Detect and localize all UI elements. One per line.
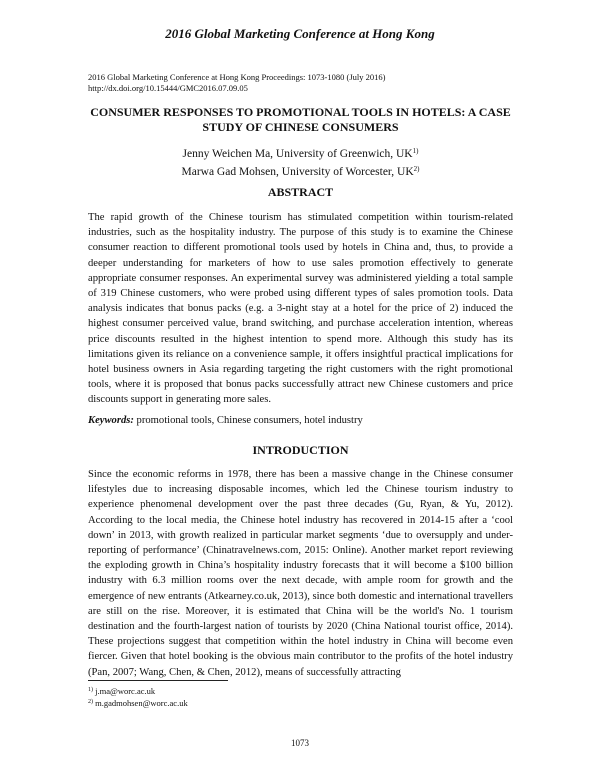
abstract-heading: ABSTRACT [267, 185, 334, 199]
keywords-label: Keywords: [88, 415, 134, 426]
footnote-1-mark: 1) [88, 687, 93, 693]
paper-title: CONSUMER RESPONSES TO PROMOTIONAL TOOLS IN HOTELS: A CASE STUDY OF CHINESE CONSUMERS [90, 105, 511, 134]
introduction-heading: INTRODUCTION [252, 443, 349, 457]
conference-header: 2016 Global Marketing Conference at Hong Kong [165, 26, 435, 41]
footnotes [88, 685, 388, 708]
keywords-text: promotional tools, Chinese consumers, hotel industry [133, 415, 363, 426]
footnote-2-mark: 2) [88, 698, 93, 705]
footnote-1-email[interactable]: j.ma@worc.ac.uk [93, 686, 156, 696]
page-number: 1073 [291, 738, 309, 748]
citation-block [88, 72, 518, 94]
footnote-2-email[interactable]: m.gadmohsen@worc.ac.uk [93, 697, 188, 708]
author-2-footnote-mark: 2) [413, 165, 420, 173]
author-2-text: Marwa Gad Mohsen, University of Worcester, UK [181, 166, 414, 178]
author-1-footnote-mark: 1) [412, 147, 419, 155]
citation-proceedings: 2016 Global Marketing Conference at Hong Kong Proceedings: 1073-1080 (July 2016) [88, 72, 386, 82]
author-1-text: Jenny Weichen Ma, University of Greenwich, UK [182, 148, 413, 160]
abstract-text: The rapid growth of the Chinese tourism has stimulated competition within tourism-related industries, such as the hospitality industry. The purpose of this study is to examine the Chinese consumer reaction to different promotional tools used by hotels in China and, thus, to provide a deeper understanding for marketers of how to use sales promotion effectively to generate appropriate consumer responses. An experimental survey was administered yielding a total sample of 319 Chinese customers, who were probed using different types of sales promotion tools. Data analysis indicates that bonus packs (e.g. a 3-night stay at a hotel for the price of 2) induced the highest consumer perceived value, brand switching, and purchase acceleration intention, whereas price discounts resulted in the highest intention to spend more. Although this study has its limitations given its reliance on a convenience sample, it offers insightful practical implications for hotel business owners in Asia regarding targeting the right customers with the right promotional tools, where it is proposed that bonus packs successfully attract new Chinese customers and price discounts support in generating more sales. [88, 212, 513, 406]
introduction-text: Since the economic reforms in 1978, there has been a massive change in the Chinese consumer lifestyles due to increasing disposable incomes, which led the Chinese tourism industry to experience phenomenal development over the past three decades (Gu, Ryan, & Yu, 2012). According to the local media, the Chinese hotel industry has recovered in 2014-15 after a ‘cool down’ in 2013, with growth realized in particular market segments ‘due to oversupply and under-reporting of performance’ (Chinatravelnews.com, 2015: Online). Another market report reviewing the exploding growth in China’s hospitality industry forecasts that it will become a $100 billion industry with 6.3 million rooms over the next decade, with ample room for growth and the emergence of new entrants (Atkearney.co.uk, 2013), since both domestic and international travellers are still on the rise. Moreover, it is estimated that China will be the world's No. 1 tourism destination and the fourth-largest nation of tourists by 2020 (China National tourist office, 2014). These projections suggest that competition within the hotel industry in China will become even fiercer. Given that hotel booking is the obvious main contributor to the profits of the hotel industry (Pan, 2007; Wang, Chen, & Chen, 2012), means of successfully attracting [88, 469, 513, 678]
citation-doi-link[interactable]: http://dx.doi.org/10.15444/GMC2016.07.09.05 [88, 83, 248, 93]
footnote-divider [88, 680, 228, 681]
author-list [88, 144, 513, 180]
author-1 [88, 144, 513, 162]
author-2 [88, 162, 513, 180]
footnote-2 [88, 697, 388, 709]
footnote-1 [88, 685, 388, 697]
keywords-line [88, 415, 513, 426]
